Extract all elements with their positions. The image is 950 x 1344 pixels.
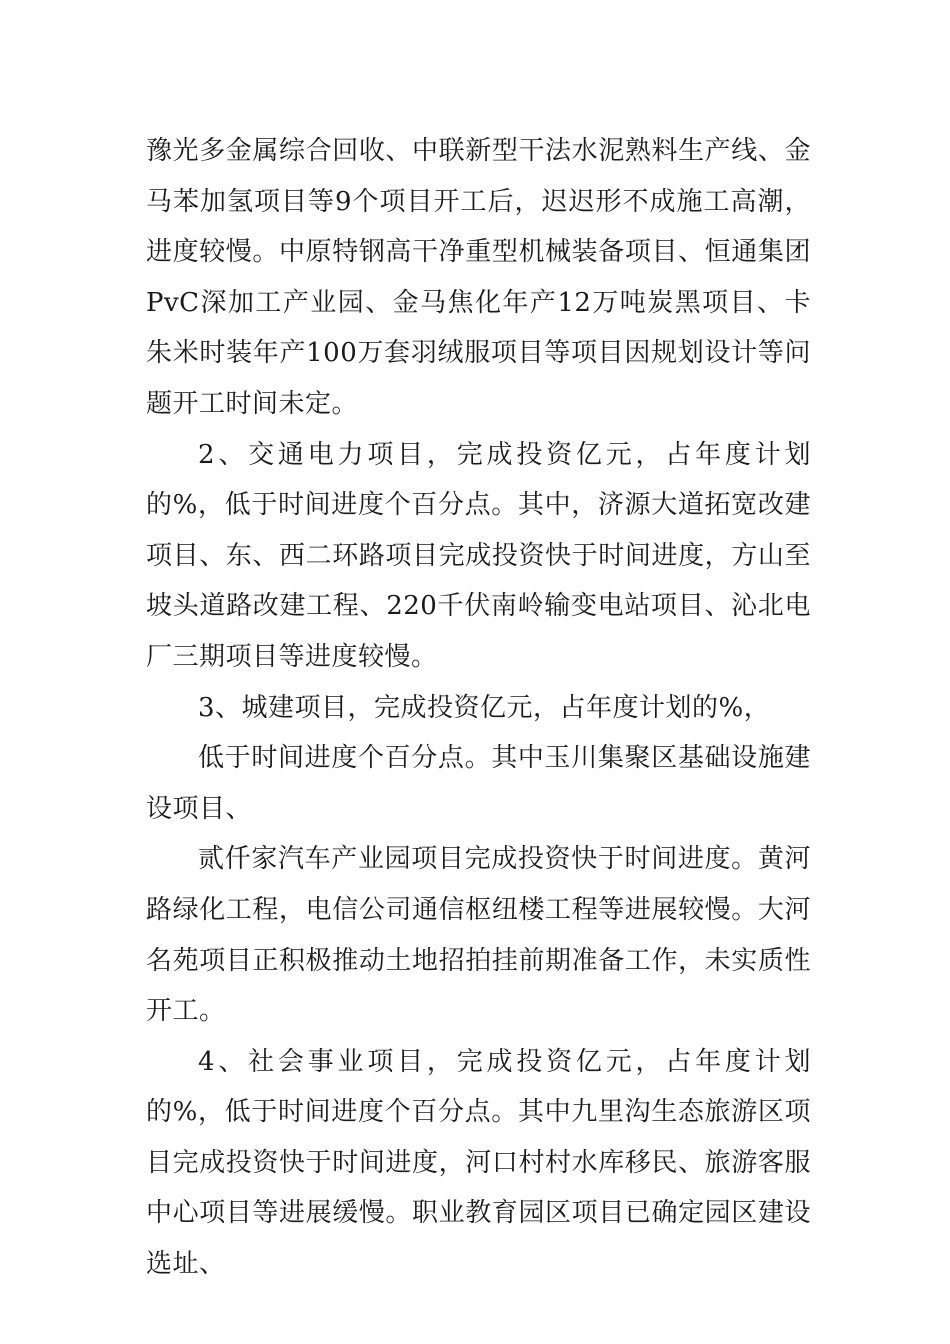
paragraph-continuation: 豫光多金属综合回收、中联新型干法水泥熟料生产线、金马苯加氢项目等9个项目开工后，迟迟形不成施工高潮，进度较慢。中原特钢高干净重型机械装备项目、恒通集团PvC深加工产业园、金马焦化年产12万吨炭黑项目、卡朱米时装年产100万套羽绒服项目等项目因规划设计等问题开工时间未定。 [146,136,811,419]
paragraph-urban-construction: 3、城建项目，完成投资亿元，占年度计划的%， [198,692,771,723]
paragraph-transport-power: 2、交通电力项目，完成投资亿元，占年度计划的%，低于时间进度个百分点。其中，济源大道拓宽改建项目、东、西二环路项目完成投资快于时间进度，方山至坡头道路改建工程、220千伏南岭输变电站项目、沁北电厂三期项目等进度较慢。 [146,439,811,672]
paragraph-urban-progress: 低于时间进度个百分点。其中玉川集聚区基础设施建设项目、 [146,743,811,824]
document-body [146,126,811,1290]
paragraph-social-projects: 4、社会事业项目，完成投资亿元，占年度计划的%，低于时间进度个百分点。其中九里沟生态旅游区项目完成投资快于时间进度，河口村村水库移民、旅游客服中心项目等进展缓慢。职业教育园区项目已确定园区建设选址、 [146,1046,811,1280]
paragraph-auto-park: 贰仟家汽车产业园项目完成投资快于时间进度。黄河路绿化工程，电信公司通信枢纽楼工程等进展较慢。大河名苑项目正积极推动土地招拍挂前期准备工作，未实质性开工。 [146,844,811,1027]
